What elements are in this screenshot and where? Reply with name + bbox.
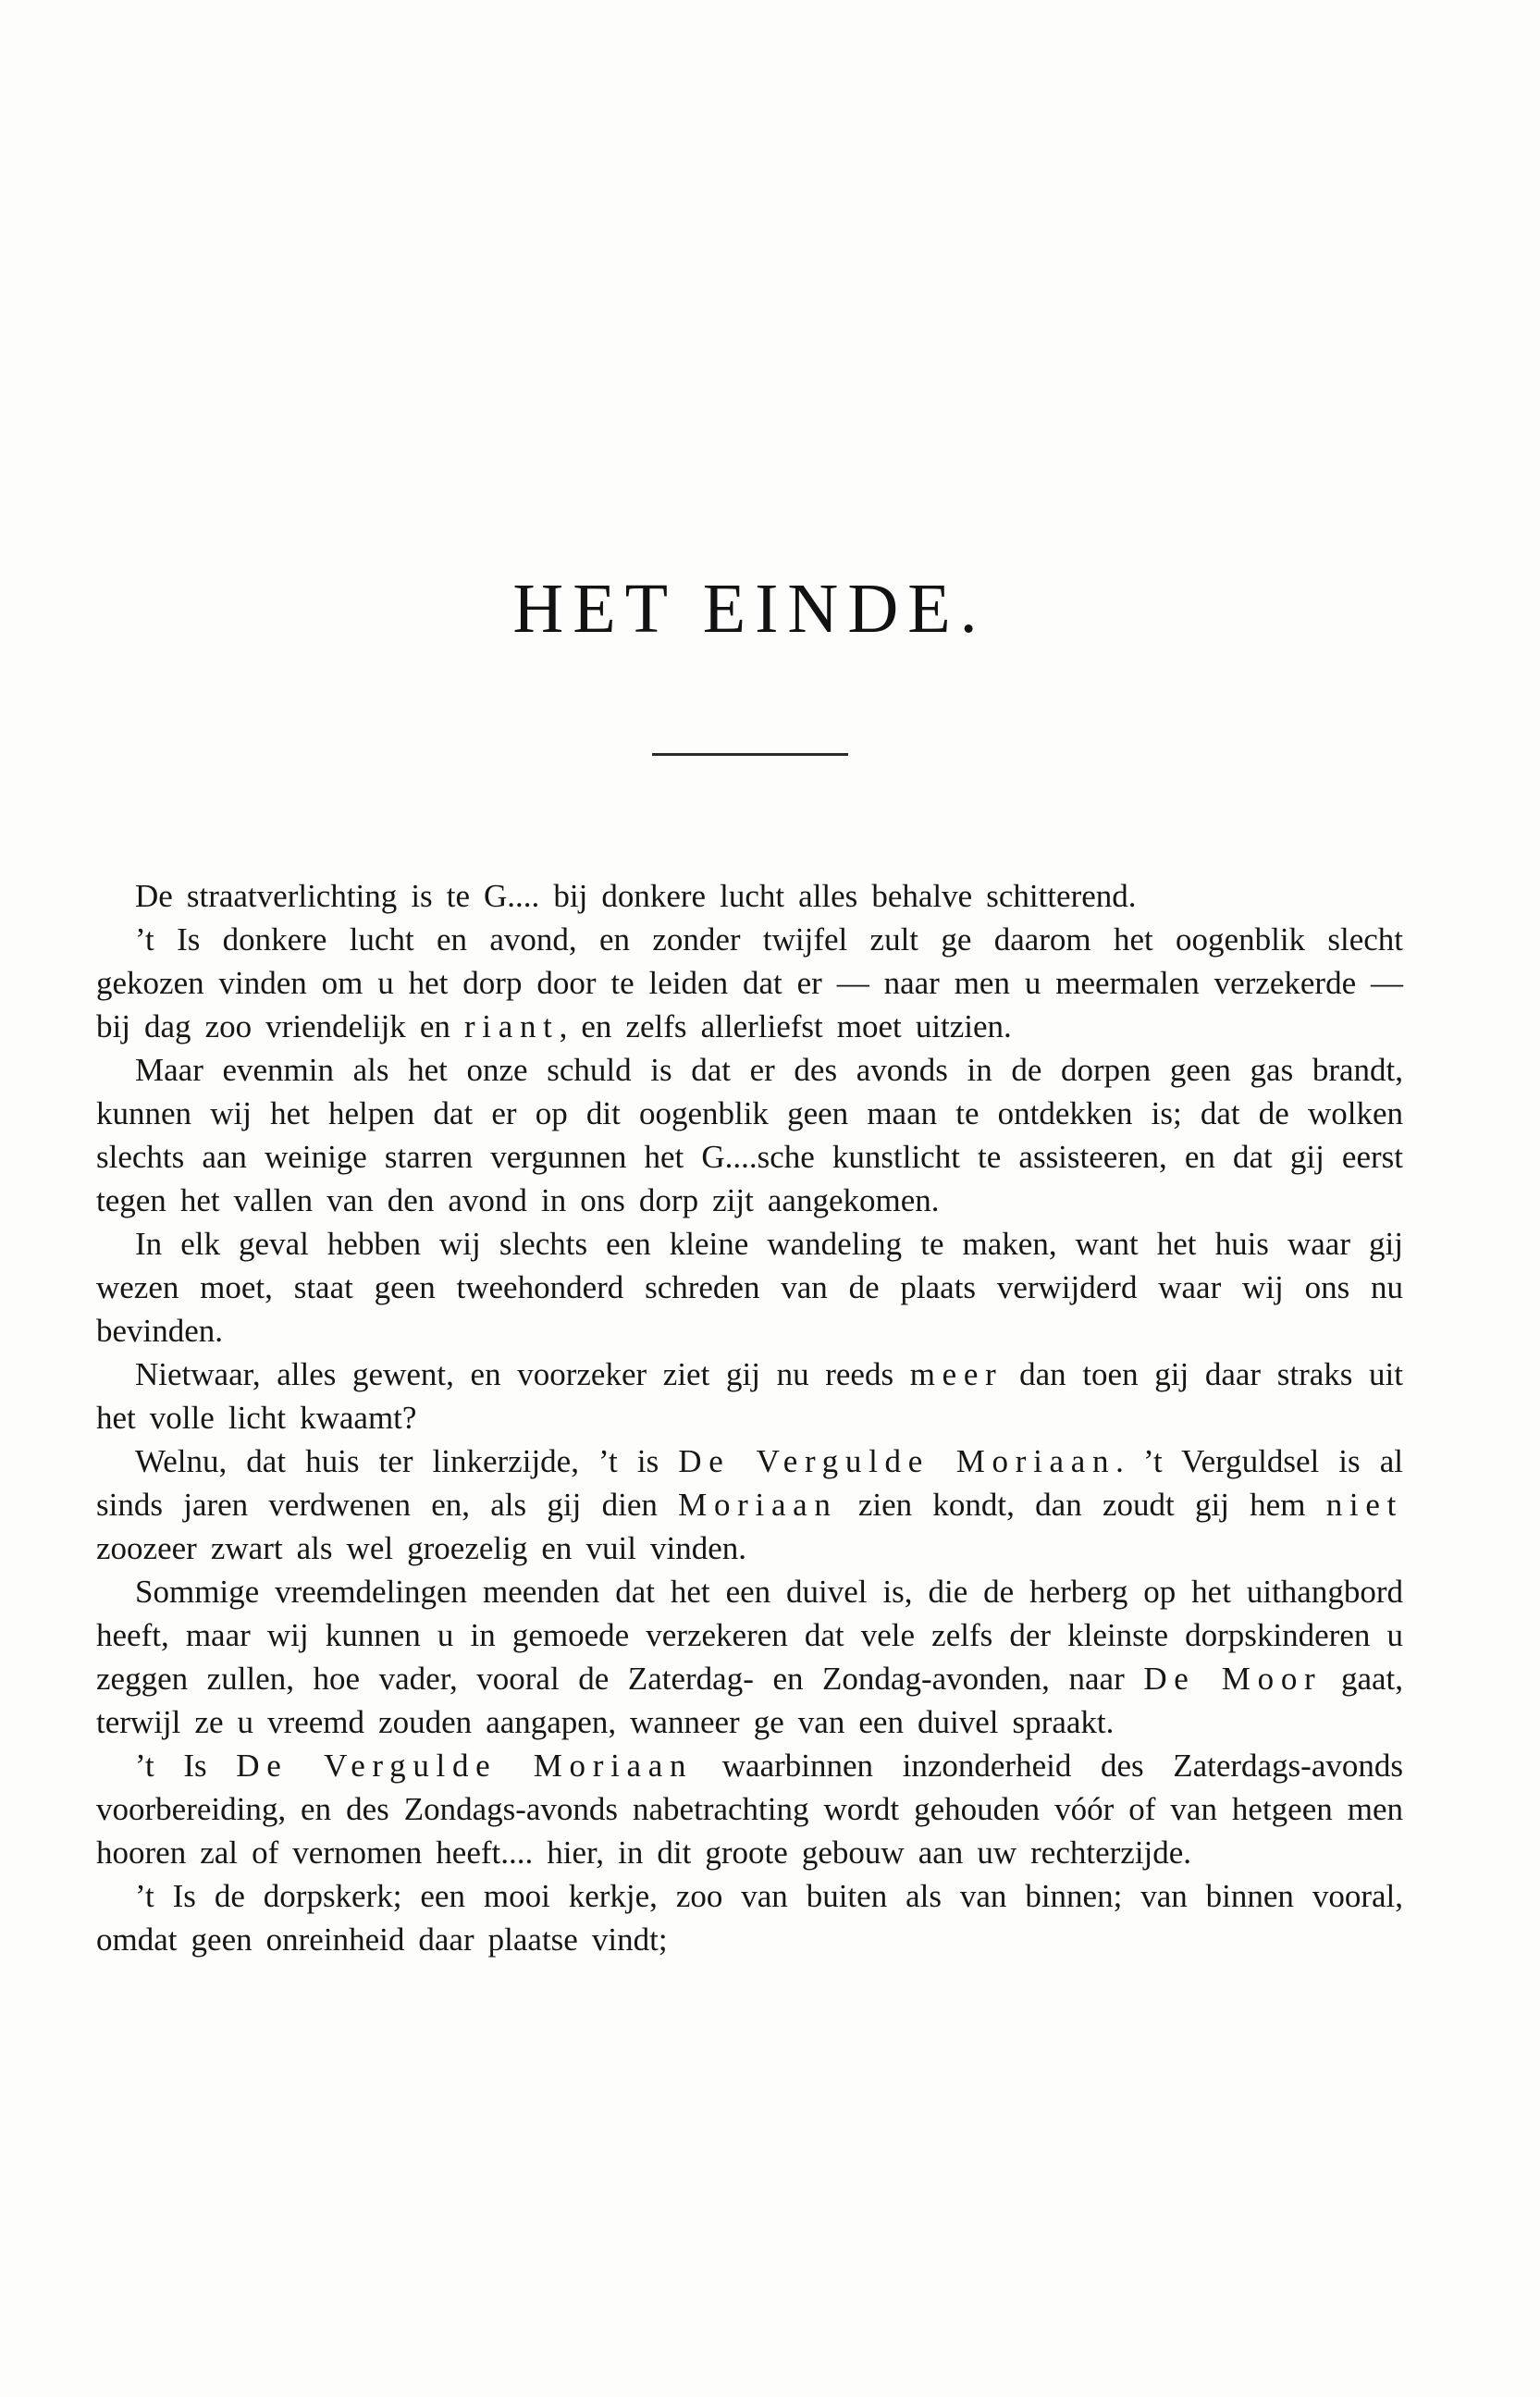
- title-divider: [652, 753, 848, 756]
- text-run: dan toen gij daar straks uit het volle licht kwaamt?: [96, 1356, 1403, 1436]
- paragraph: [96, 1874, 1403, 1961]
- text-run: zoozeer zwart als wel groezelig en vuil vinden.: [96, 1530, 746, 1566]
- text-run: gaat, terwijl ze u vreemd zouden aangapen, wanneer ge van een duivel spraakt.: [96, 1661, 1403, 1740]
- paragraph: [96, 918, 1403, 1048]
- paragraph: [96, 1353, 1403, 1439]
- text-run: Nietwaar, alles gewent, en voorzeker ziet gij nu reeds: [135, 1356, 910, 1392]
- text-run: Maar evenmin als het onze schuld is dat er des avonds in de dorpen geen gas brandt, kunnen wij het helpen dat er op dit oogenblik geen maan te ontdekken is; dat de wolken slechts aan weinige starren vergunnen het G....sche kunstlicht te assisteeren, en dat gij eerst tegen het vallen van den avond in ons dorp zijt aangekomen.: [96, 1052, 1403, 1218]
- text-run: ’t Is: [135, 1748, 237, 1784]
- text-run: waarbinnen inzonderheid des Zaterdags-avonds voorbereiding, en des Zondags-avonds nabetrachting wordt gehouden vóór of van hetgeen men hooren zal of vernomen heeft.... hier, in dit groote gebouw aan uw rechterzijde.: [96, 1748, 1403, 1871]
- emphasized-text: Moriaan: [678, 1487, 838, 1523]
- paragraph: [96, 1570, 1403, 1744]
- body-text: [96, 874, 1403, 1961]
- text-run: zien kondt, dan zoudt gij hem: [837, 1487, 1326, 1523]
- emphasized-text: De Vergulde Moriaan: [678, 1443, 1116, 1479]
- text-run: ’t Is de dorpskerk; een mooi kerkje, zoo van buiten als van binnen; van binnen vooral, omdat geen onreinheid daar plaatse vindt;: [96, 1878, 1403, 1958]
- text-run: Sommige vreemdelingen meenden dat het een duivel is, die de herberg op het uithangbord heeft, maar wij kunnen u in gemoede verzekeren dat vele zelfs der kleinste dorpskinderen u zeggen zullen, hoe vader, vooral de Zaterdag- en Zondag-avonden, naar: [96, 1574, 1403, 1697]
- chapter-title: HET EINDE.: [512, 570, 987, 648]
- paragraph: [96, 1048, 1403, 1222]
- text-run: . ’t Verguldsel is al sinds jaren verdwenen en, als gij dien: [96, 1443, 1403, 1523]
- paragraph: [96, 874, 1403, 918]
- emphasized-text: De Moor: [1143, 1661, 1323, 1697]
- paragraph: [96, 1439, 1403, 1570]
- text-run: In elk geval hebben wij slechts een kleine wandeling te maken, want het huis waar gij wezen moet, staat geen tweehonderd schreden van de plaats verwijderd waar wij ons nu bevinden.: [96, 1226, 1403, 1349]
- emphasized-text: meer: [909, 1356, 1004, 1392]
- emphasized-text: niet: [1325, 1487, 1404, 1523]
- text-run: , en zelfs allerliefst moet uitzien.: [559, 1008, 1012, 1044]
- text-run: ’t Is donkere lucht en avond, en zonder twijfel zult ge daarom het oogenblik slecht gekozen vinden om u het dorp door te leiden dat er — naar men u meermalen verzekerde — bij dag zoo vriendelijk en: [96, 921, 1403, 1044]
- emphasized-text: De Vergulde Moriaan: [236, 1748, 694, 1784]
- text-run: Welnu, dat huis ter linkerzijde, ’t is: [135, 1443, 679, 1479]
- emphasized-text: riant: [463, 1008, 560, 1044]
- paragraph: [96, 1222, 1403, 1353]
- text-run: De straatverlichting is te G.... bij donkere lucht alles behalve schitterend.: [135, 878, 1137, 914]
- paragraph: [96, 1744, 1403, 1874]
